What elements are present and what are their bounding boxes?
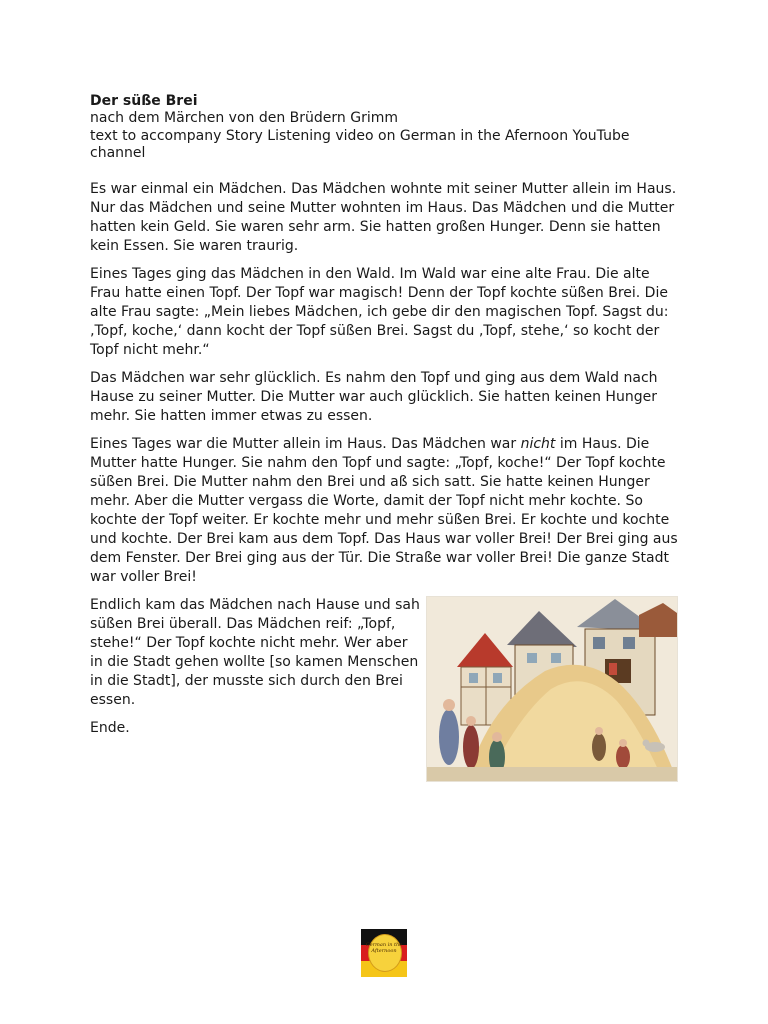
document-page (90, 92, 678, 747)
illustrated-section (90, 596, 678, 738)
paragraph-3: Das Mädchen war sehr glücklich. Es nahm den Topf und ging aus dem Wald nach Hause zu seiner Mutter. Die Mutter war auch glücklich. Sie hatten keinen Hunger mehr. Sie hatten immer etwas zu essen. (90, 369, 658, 424)
paragraph-2: Eines Tages ging das Mädchen in den Wald. Im Wald war eine alte Frau. Die alte Frau hatte einen Topf. Der Topf war magisch! Denn der Topf kochte süßen Brei. Die alte Frau sagte: „Mein liebes Mädchen, ich gebe dir den magischen Topf. Sagst du: ‚Topf, koche,‘ dann kocht der Topf süßen Brei. Sagst du ‚Topf, stehe,‘ so kocht der Topf nicht mehr.“ (90, 265, 669, 358)
ending: Ende. (90, 719, 130, 736)
document-title: Der süße Brei (90, 93, 198, 109)
paragraph-4-emphasis: nicht (520, 435, 556, 452)
story-illustration (426, 596, 678, 782)
document-subtitle-source: nach dem Märchen von den Brüdern Grimm (90, 110, 399, 126)
paragraph-4-end: im Haus. Die Mutter hatte Hunger. Sie nahm den Topf und sagte: „Topf, koche!“ Der Topf kochte süßen Brei. Die Mutter nahm den Brei und aß sich satt. Sie hatte keinen Hunger mehr. Aber die Mutter vergass die Worte, damit der Topf nicht mehr kochte. So kochte der Topf weiter. Er kochte mehr und mehr süßen Brei. Er kochte und kochte und kochte. Der Brei kam aus dem Topf. Das Haus war voller Brei! Der Brei ging aus dem Fenster. Der Brei ging aus der Tür. Die Straße war voller Brei! Die ganze Stadt war voller Brei! (90, 435, 678, 585)
logo-text: German in the Afternoon (365, 942, 403, 954)
paragraph-4 (90, 435, 678, 587)
paragraph-1: Es war einmal ein Mädchen. Das Mädchen wohnte mit seiner Mutter allein im Haus. Nur das Mädchen und seine Mutter wohnten im Haus. Das Mädchen und die Mutter hatten kein Geld. Sie waren sehr arm. Sie hatten großen Hunger. Denn sie hatten kein Essen. Sie waren traurig. (90, 180, 677, 254)
paragraph-5: Endlich kam das Mädchen nach Hause und sah süßen Brei überall. Das Mädchen reif: „Topf, stehe!“ Der Topf kochte nicht mehr. Wer aber in die Stadt gehen wollte [so kamen Menschen in die Stadt], der musste sich durch den Brei essen. (90, 596, 420, 708)
german-in-the-afternoon-logo (361, 929, 407, 977)
document-header (90, 92, 678, 163)
paragraph-4-start: Eines Tages war die Mutter allein im Haus. Das Mädchen war (90, 435, 521, 452)
document-subtitle-note: text to accompany Story Listening video on German in the Afernoon YouTube channel (90, 127, 630, 161)
illustrated-section-text (90, 596, 422, 738)
